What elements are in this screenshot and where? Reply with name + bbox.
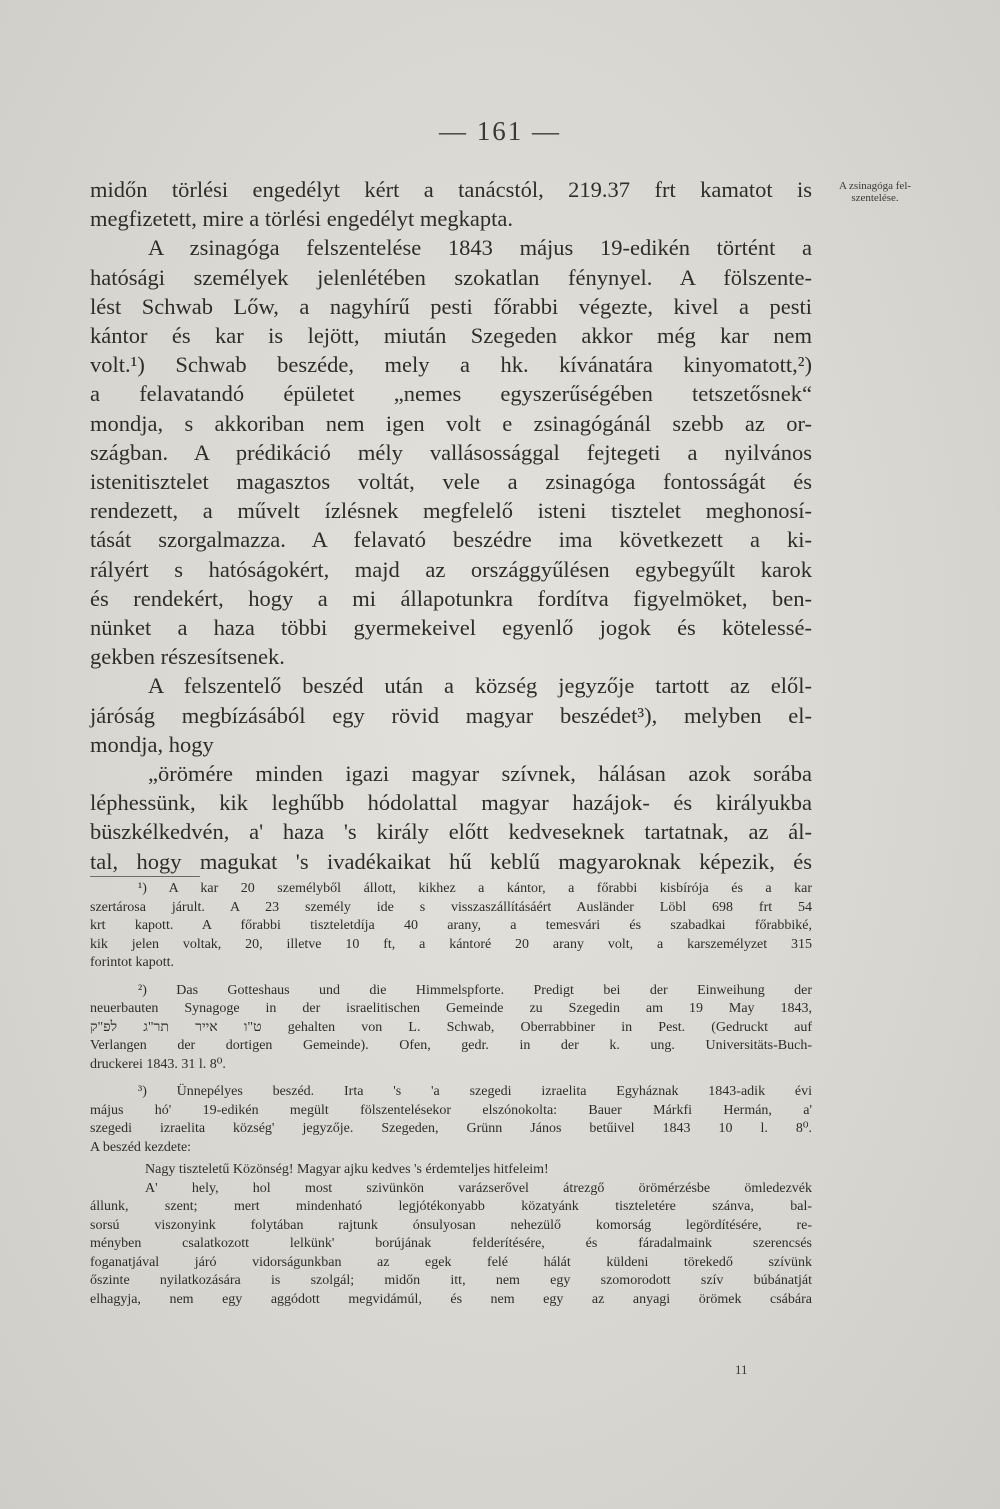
- footnotes: [90, 880, 812, 1309]
- footnote-line: kik jelen voltak, 20, illetve 10 ft, a kántoré 20 arany volt, a karszemélyzet 315: [90, 936, 812, 952]
- quote-line: „örömére minden igazi magyar szívnek, hálásan azok sorába: [148, 761, 812, 787]
- footnote-line: ¹) A kar 20 személyből állott, kikhez a kántor, a főrabbi kisbírója és a kar: [138, 881, 812, 896]
- footnote-quote-line: A' hely, hol most szivünkön varázserővel átrezgő örömérzésbe ömledezvék: [145, 1180, 812, 1196]
- text-line: rendezett, a művelt ízlésnek megfelelő isteni tisztelet meghonosí-: [90, 498, 812, 524]
- footnote-quote-line: őszinte nyilatkozására is szolgál; midőn itt, nem egy szomorodott szív búbánatját: [90, 1273, 812, 1288]
- footnote-divider: [90, 876, 200, 877]
- footnote-quote-line: állunk, szent; mert mindenható legjótékonyabb közatyánk tiszteletére szánva, bal-: [90, 1199, 812, 1214]
- footnote-line: ³) Ünnepélyes beszéd. Irta 's 'a szegedi izraelita Egyháznak 1843-adik évi: [138, 1084, 812, 1099]
- footnote-quote-line: ményben csalatkozott lelkünk' borújának felderítésére, és fáradalmaink szerencsés: [90, 1236, 812, 1251]
- text-line: mondja, s akkoriban nem igen volt e zsinagógánál szebb az or-: [90, 410, 812, 436]
- footnote-quote-line: foganatjával járó vidorságunkban az egek felé hálát küldeni törekedő szívünk: [90, 1254, 812, 1270]
- footnote-line: szertárosa járult. A 23 személy ide s visszaszállításáért Ausländer Löbl 698 frt 54: [90, 899, 812, 915]
- quote-line: léphessünk, kik leghűbb hódolattal magyar hazájok- és királyukba: [90, 790, 812, 816]
- text-line: istenitisztelet magasztos voltát, vele a zsinagóga fontosságát és: [90, 469, 812, 495]
- text-line: mondja, hogy: [90, 731, 214, 757]
- quote-line: büszkélkedvén, a' haza 's király előtt kedveseknek tartatnak, az ál-: [90, 819, 812, 845]
- text-line: A felszentelő beszéd után a község jegyzője tartott az elől-: [148, 673, 812, 699]
- text-line: megfizetett, mire a törlési engedélyt megkapta.: [90, 206, 513, 232]
- text-line: midőn törlési engedélyt kért a tanácstól, 219.37 frt kamatot is: [90, 177, 812, 202]
- text-line: járóság megbízásából egy rövid magyar beszédet³), melyben el-: [90, 702, 812, 728]
- footnote-quote-line: Nagy tiszteletű Közönség! Magyar ajku kedves 's érdemteljes hitfeleim!: [145, 1162, 549, 1177]
- quote-line: tal, hogy magukat 's ivadékaikat hű keblű magyaroknak képezik, és: [90, 848, 812, 874]
- footnote-line: szegedi izraelita község' jegyzője. Szegeden, Grünn János betűivel 1843 10 l. 8⁰.: [90, 1121, 812, 1136]
- footnote-line: druckerei 1843. 31 l. 8⁰.: [90, 1056, 226, 1072]
- footnote-line: neuerbauten Synagoge in der israelitischen Gemeinde zu Szegedin am 19 May 1843,: [90, 1001, 812, 1016]
- footnote-line: A beszéd kezdete:: [90, 1139, 192, 1155]
- text-line: kántor és kar is lejött, miután Szegeden akkor még kar nem: [90, 323, 812, 349]
- text-line: a felavatandó épületet „nemes egyszerűségében tetszetősnek“: [90, 381, 812, 407]
- text-line: nünket a haza többi gyermekeivel egyenlő jogok és kötelessé-: [90, 615, 812, 641]
- footnote-quote-line: sorsú viszonyink folytában rajtunk ónsulyosan nehezülő komorság legördítésére, re-: [90, 1217, 812, 1233]
- text-line: volt.¹) Schwab beszéde, mely a hk. kívánatára kinyomatott,²): [90, 352, 812, 378]
- text-line: gekben részesítsenek.: [90, 644, 285, 670]
- footnote-line: Verlangen der dortigen Gemeinde). Ofen, gedr. in der k. ung. Universitäts-Buch-: [90, 1038, 812, 1053]
- main-text: [90, 175, 812, 876]
- text-line: rályért s hatóságokért, majd az országgyűlésen egybegyűlt karok: [90, 556, 812, 582]
- footnote-line: ט"ו אייר תר"ג לפ"ק gehalten von L. Schwab, Oberrabbiner in Pest. (Gedruckt auf: [90, 1019, 812, 1035]
- text-line: hatósági személyek jelenlétében szokatlan fénynyel. A fölszente-: [90, 264, 812, 290]
- footnote-line: ²) Das Gotteshaus und die Himmelspforte. Predigt bei der Einweihung der: [138, 982, 812, 998]
- page-number: — 161 —: [439, 116, 561, 146]
- text-line: és rendekért, hogy a mi állapotunkra fordítva figyelmöket, ben-: [90, 585, 812, 611]
- footnote-line: május hó' 19-edikén megült fölszentelésekor elszónokolta: Bauer Márkfi Hermán, a': [90, 1102, 812, 1118]
- text-line: szágban. A prédikáció mély vallásossággal fejtegeti a nyilvános: [90, 439, 812, 465]
- footnote-quote-line: elhagyja, nem egy aggódott megvidámúl, és nem egy az anyagi örömek csábára: [90, 1291, 812, 1307]
- footnote-line: forintot kapott.: [90, 955, 174, 970]
- text-line: A zsinagóga felszentelése 1843 május 19-edikén történt a: [148, 235, 812, 261]
- margin-note: A zsinagóga fel-szentelése.: [838, 180, 912, 204]
- text-line: tását szorgalmazza. A felavató beszédre ima következett a ki-: [90, 527, 812, 553]
- text-line: lést Schwab Lőw, a nagyhírű pesti főrabbi végezte, kivel a pesti: [90, 293, 812, 319]
- printer-signature: 11: [735, 1362, 748, 1377]
- footnote-line: krt kapott. A főrabbi tiszteletdíja 40 arany, a temesvári és szabadkai főrabbiké,: [90, 918, 812, 933]
